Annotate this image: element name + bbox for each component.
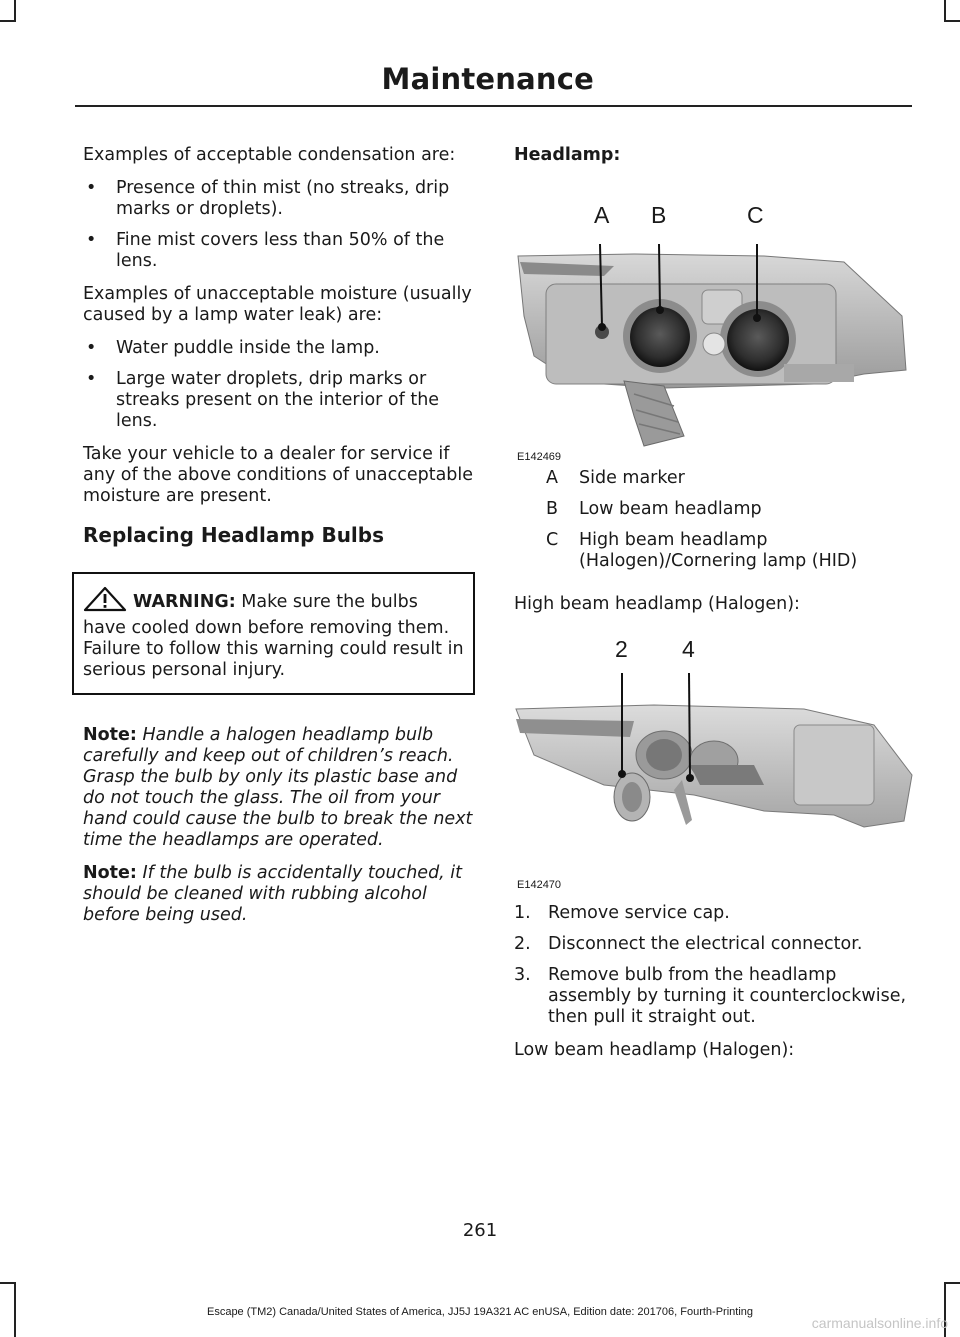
watermark: carmanualsonline.info bbox=[811, 1315, 948, 1331]
warning-box bbox=[72, 572, 475, 695]
crop-mark bbox=[14, 0, 16, 22]
warning-icon bbox=[83, 586, 127, 618]
list-item: • Water puddle inside the lamp. bbox=[83, 338, 483, 359]
callout-label: B bbox=[651, 202, 667, 228]
low-beam-heading: Low beam headlamp (Halogen): bbox=[514, 1040, 795, 1060]
headlamp-figure bbox=[514, 166, 914, 463]
step-number: 3. bbox=[514, 965, 531, 985]
section-heading: Replacing Headlamp Bulbs bbox=[83, 523, 385, 547]
legend-value: Side marker bbox=[579, 468, 685, 488]
note-label: Note: bbox=[83, 863, 137, 883]
note bbox=[83, 725, 483, 851]
steps-list bbox=[514, 903, 914, 1028]
legend-key: B bbox=[546, 499, 559, 519]
list-item: • Large water droplets, drip marks or streaks present on the interior of the lens. bbox=[83, 369, 483, 432]
step-number: 1. bbox=[514, 903, 531, 923]
footer-text: Escape (TM2) Canada/United States of America, JJ5J 19A321 AC enUSA, Edition date: 201706, Fourth-Printing bbox=[206, 1306, 754, 1318]
page-title: Maintenance bbox=[381, 62, 594, 96]
figure-id: E142470 bbox=[517, 879, 562, 891]
header-rule bbox=[75, 105, 912, 107]
legend-value: High beam headlamp (Halogen)/Cornering lamp (HID) bbox=[579, 530, 858, 571]
acceptable-intro: Examples of acceptable condensation are: bbox=[83, 145, 456, 165]
step-number: 2. bbox=[514, 934, 531, 954]
note-label: Note: bbox=[83, 725, 137, 745]
callout-label: C bbox=[747, 202, 764, 228]
warning-label: WARNING: bbox=[133, 592, 236, 612]
list-item: • Fine mist covers less than 50% of the lens. bbox=[83, 230, 483, 272]
page-number: 261 bbox=[462, 1220, 498, 1241]
list-item bbox=[514, 965, 914, 1028]
crop-mark bbox=[944, 1282, 960, 1284]
legend bbox=[514, 468, 914, 572]
unacceptable-list bbox=[83, 338, 483, 432]
unacceptable-intro: Examples of unacceptable moisture (usually caused by a lamp water leak) are: bbox=[83, 284, 472, 325]
right-column bbox=[514, 145, 914, 1073]
high-beam-figure bbox=[514, 615, 914, 891]
legend-key: A bbox=[546, 468, 558, 488]
step-text: Remove bulb from the headlamp assembly by turning it counterclockwise, then pull it straight out. bbox=[548, 965, 907, 1027]
step-text: Disconnect the electrical connector. bbox=[548, 934, 863, 954]
list-item bbox=[514, 903, 914, 924]
note bbox=[83, 863, 483, 926]
warning-text: Make sure the bulbs have cooled down before removing them. Failure to follow this warning could result in serious personal injury. bbox=[83, 592, 464, 680]
acceptable-list bbox=[83, 178, 483, 272]
legend-value: Low beam headlamp bbox=[579, 499, 762, 519]
dealer-text: Take your vehicle to a dealer for service if any of the above conditions of unacceptable moisture are present. bbox=[83, 444, 474, 506]
high-beam-illustration bbox=[514, 615, 914, 885]
figure-id: E142469 bbox=[517, 451, 562, 463]
note-text: Handle a halogen headlamp bulb carefully and keep out of children’s reach. Grasp the bulb by only its plastic base and do not touch the glass. The oil from your hand could cause the bulb to break the next time the headlamps are operated. bbox=[83, 725, 473, 850]
crop-mark bbox=[944, 0, 946, 22]
list-item: • Presence of thin mist (no streaks, drip marks or droplets). bbox=[83, 178, 483, 220]
crop-mark bbox=[0, 20, 16, 22]
callout-label: 2 bbox=[615, 636, 628, 662]
crop-mark bbox=[0, 1282, 16, 1284]
headlamp-heading: Headlamp: bbox=[514, 145, 621, 165]
left-column bbox=[83, 145, 483, 938]
note-text: If the bulb is accidentally touched, it should be cleaned with rubbing alcohol before being used. bbox=[83, 863, 463, 925]
callout-label: 4 bbox=[682, 636, 695, 662]
legend-row bbox=[514, 499, 914, 520]
callout-label: A bbox=[594, 202, 610, 228]
list-item bbox=[514, 934, 914, 955]
legend-key: C bbox=[546, 530, 559, 550]
legend-row bbox=[514, 530, 914, 572]
crop-mark bbox=[944, 20, 960, 22]
step-text: Remove service cap. bbox=[548, 903, 730, 923]
headlamp-illustration bbox=[514, 166, 914, 456]
legend-row bbox=[514, 468, 914, 489]
high-beam-heading: High beam headlamp (Halogen): bbox=[514, 594, 800, 614]
